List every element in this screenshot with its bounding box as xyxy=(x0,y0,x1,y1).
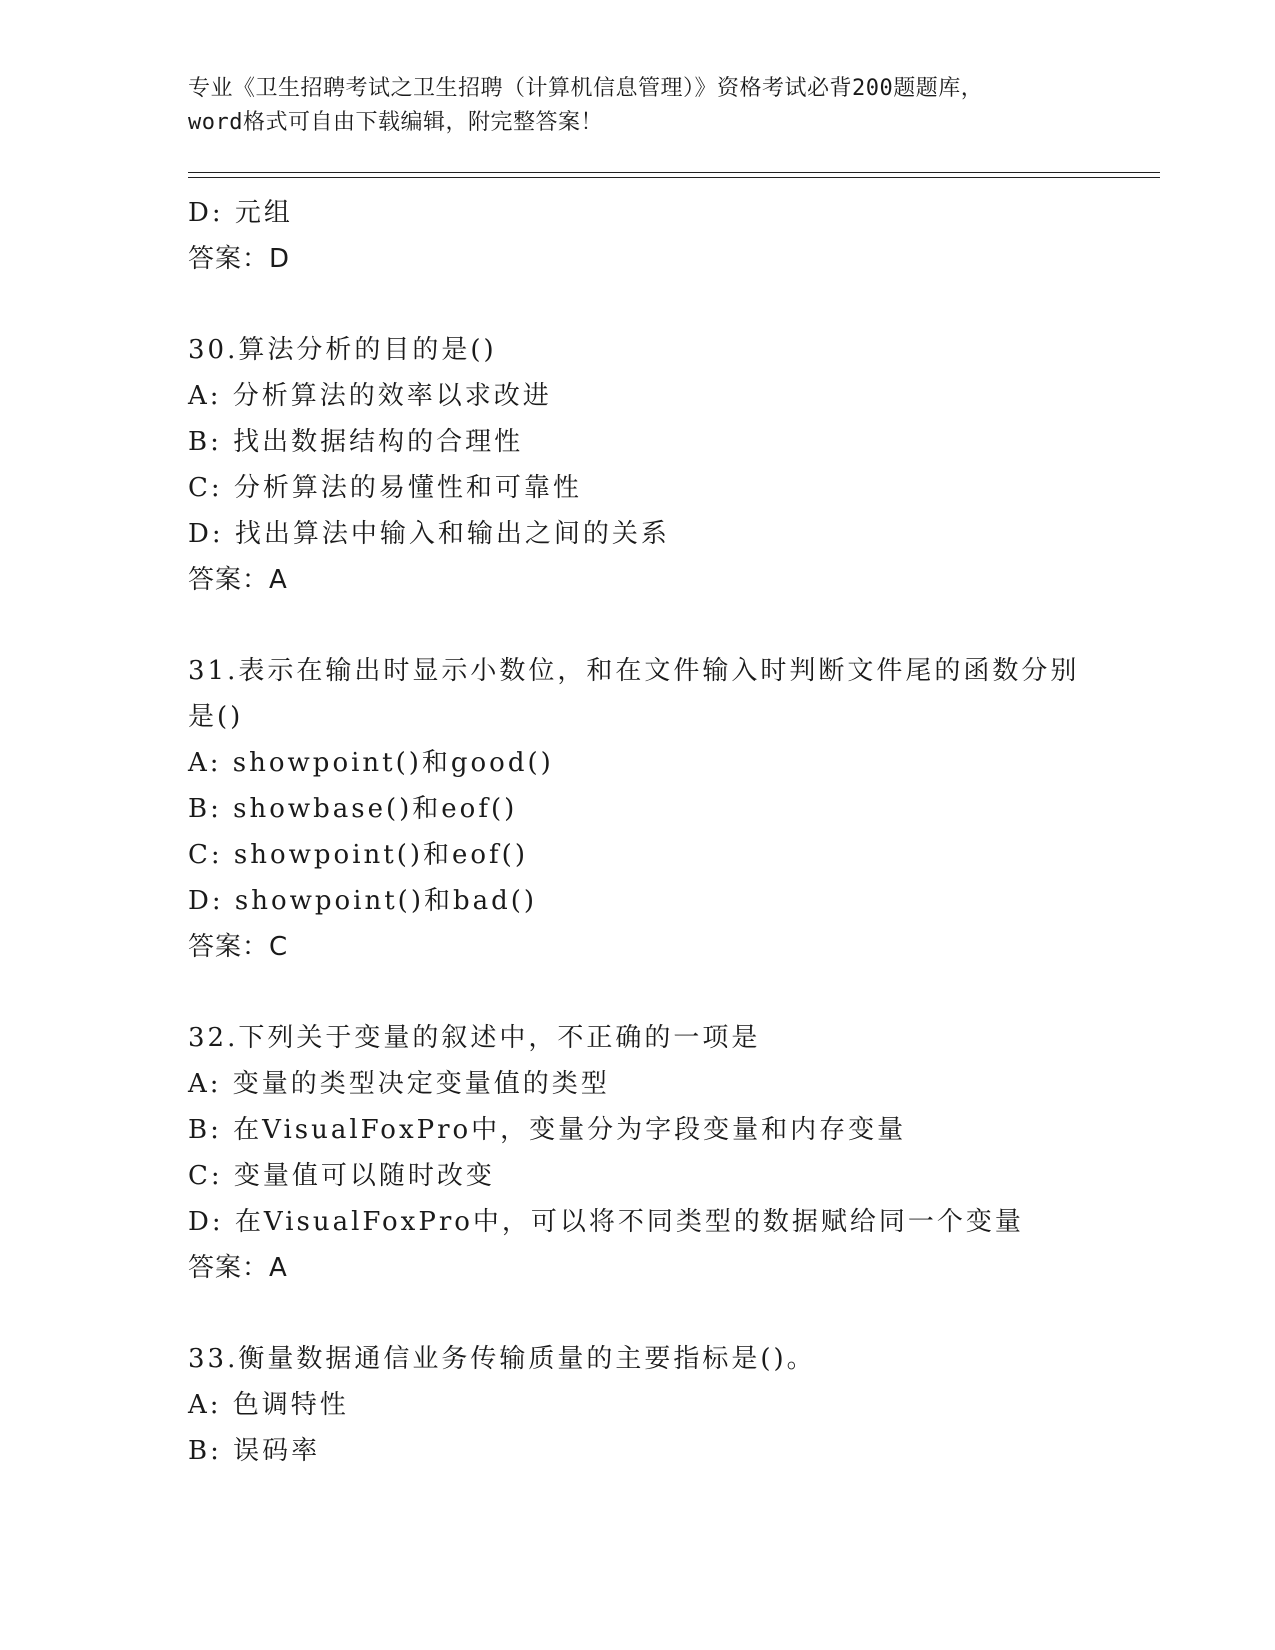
option-d: D: showpoint()和bad() xyxy=(188,886,538,916)
question-list xyxy=(188,190,1188,1474)
option-c: C: 变量值可以随时改变 xyxy=(188,1161,495,1191)
question-stem-line1: 31.表示在输出时显示小数位，和在文件输入时判断文件尾的函数分别 xyxy=(188,656,1080,686)
option-b: B: showbase()和eof() xyxy=(188,794,518,824)
header-divider-top xyxy=(188,172,1160,173)
question-33 xyxy=(188,1336,1188,1474)
answer: 答案：A xyxy=(188,565,288,595)
document-header xyxy=(188,72,1088,140)
header-title-line2: word格式可自由下载编辑，附完整答案！ xyxy=(188,110,603,135)
question-stem: 33.衡量数据通信业务传输质量的主要指标是()。 xyxy=(188,1344,816,1374)
option-c: C: showpoint()和eof() xyxy=(188,840,528,870)
option-b: B: 误码率 xyxy=(188,1436,321,1466)
header-title-line1: 专业《卫生招聘考试之卫生招聘（计算机信息管理）》资格考试必背200题题库， xyxy=(188,76,984,101)
option-c: C: 分析算法的易懂性和可靠性 xyxy=(188,473,582,503)
answer: 答案：C xyxy=(188,932,289,962)
question-32 xyxy=(188,1015,1188,1291)
question-stem: 32.下列关于变量的叙述中，不正确的一项是 xyxy=(188,1023,761,1053)
option-a: A: 色调特性 xyxy=(188,1390,349,1420)
question-stem: 30.算法分析的目的是() xyxy=(188,335,497,365)
option-a: A: showpoint()和good() xyxy=(188,748,554,778)
question-30 xyxy=(188,327,1188,603)
header-divider-bottom xyxy=(188,177,1160,178)
question-stem-line2: 是() xyxy=(188,702,244,732)
option-a: A: 变量的类型决定变量值的类型 xyxy=(188,1069,610,1099)
prev-option-d: D: 元组 xyxy=(188,198,293,228)
option-a: A: 分析算法的效率以求改进 xyxy=(188,381,552,411)
option-b: B: 找出数据结构的合理性 xyxy=(188,427,524,457)
answer: 答案：A xyxy=(188,1253,288,1283)
option-b: B: 在VisualFoxPro中，变量分为字段变量和内存变量 xyxy=(188,1115,907,1145)
option-d: D: 在VisualFoxPro中，可以将不同类型的数据赋给同一个变量 xyxy=(188,1207,1024,1237)
option-d: D: 找出算法中输入和输出之间的关系 xyxy=(188,519,670,549)
question-31 xyxy=(188,648,1188,970)
prev-answer: 答案：D xyxy=(188,244,291,274)
